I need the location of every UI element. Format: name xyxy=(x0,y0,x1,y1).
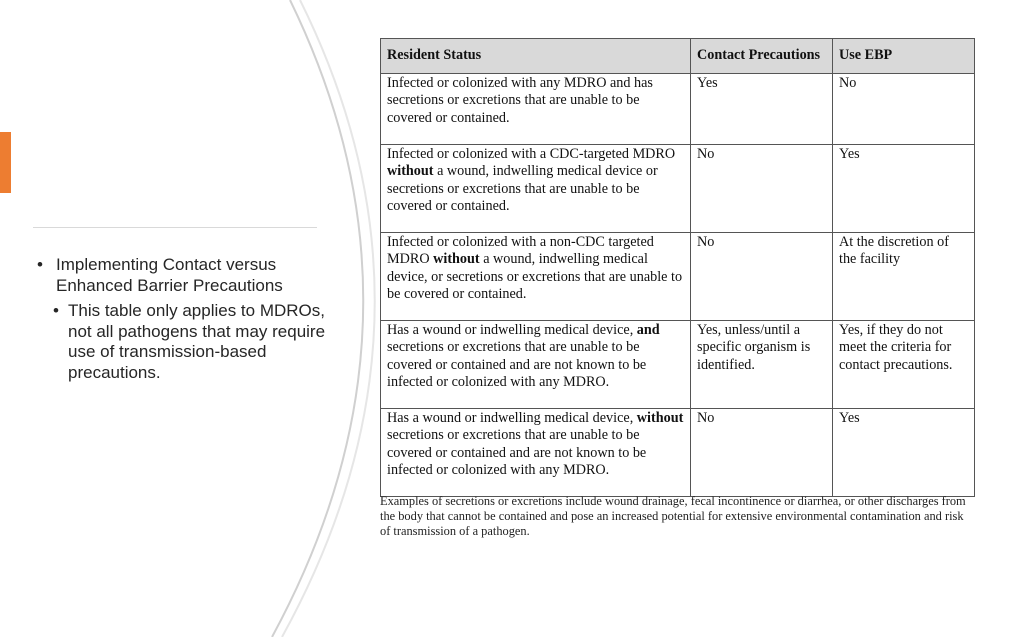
status-cell: Has a wound or indwelling medical device, and secretions or excretions that are unable to be covered or contained and are not known to be infected or colonized with any MDRO. xyxy=(381,321,691,409)
table-row xyxy=(381,321,975,409)
contact-cell: No xyxy=(691,233,833,321)
contact-cell: No xyxy=(691,409,833,497)
ebp-cell: Yes xyxy=(833,145,975,233)
table-row xyxy=(381,74,975,145)
bullet-main-text: Implementing Contact versus Enhanced Barrier Precautions xyxy=(56,255,283,295)
ebp-cell: No xyxy=(833,74,975,145)
bullet-dot: • xyxy=(37,255,43,274)
status-cell: Infected or colonized with a non-CDC targeted MDRO without a wound, indwelling medical device, or secretions or excretions that are unable to be covered or contained. xyxy=(381,233,691,321)
divider-line xyxy=(33,227,317,228)
header-contact-precautions: Contact Precautions xyxy=(691,39,833,74)
table-row xyxy=(381,145,975,233)
accent-bar xyxy=(0,132,11,193)
bullet-sub-text: This table only applies to MDROs, not all pathogens that may require use of transmission-based precautions. xyxy=(68,301,326,382)
header-resident-status: Resident Status xyxy=(381,39,691,74)
table-footnote: Examples of secretions or excretions include wound drainage, fecal incontinence or diarrhea, or other discharges from the body that cannot be contained and pose an increased potential for extensive environmental contamination and risk of transmission of a pathogen. xyxy=(380,494,966,538)
ebp-cell: Yes xyxy=(833,409,975,497)
bullet-main xyxy=(37,255,337,296)
ebp-cell: At the discretion of the facility xyxy=(833,233,975,321)
status-cell: Infected or colonized with any MDRO and has secretions or excretions that are unable to be covered or contained. xyxy=(381,74,691,145)
bullet-dot: • xyxy=(53,301,59,320)
table-header-row xyxy=(381,39,975,74)
bullet-sub xyxy=(53,301,337,383)
bullet-list xyxy=(37,255,337,383)
ebp-cell: Yes, if they do not meet the criteria for contact precautions. xyxy=(833,321,975,409)
contact-cell: Yes, unless/until a specific organism is identified. xyxy=(691,321,833,409)
table-row xyxy=(381,233,975,321)
table-row xyxy=(381,409,975,497)
contact-cell: No xyxy=(691,145,833,233)
status-cell: Infected or colonized with a CDC-targeted MDRO without a wound, indwelling medical device or secretions or excretions that are unable to be covered or contained. xyxy=(381,145,691,233)
status-cell: Has a wound or indwelling medical device, without secretions or excretions that are unable to be covered or contained and are not known to be infected or colonized with any MDRO. xyxy=(381,409,691,497)
header-use-ebp: Use EBP xyxy=(833,39,975,74)
precautions-table xyxy=(380,38,975,497)
contact-cell: Yes xyxy=(691,74,833,145)
